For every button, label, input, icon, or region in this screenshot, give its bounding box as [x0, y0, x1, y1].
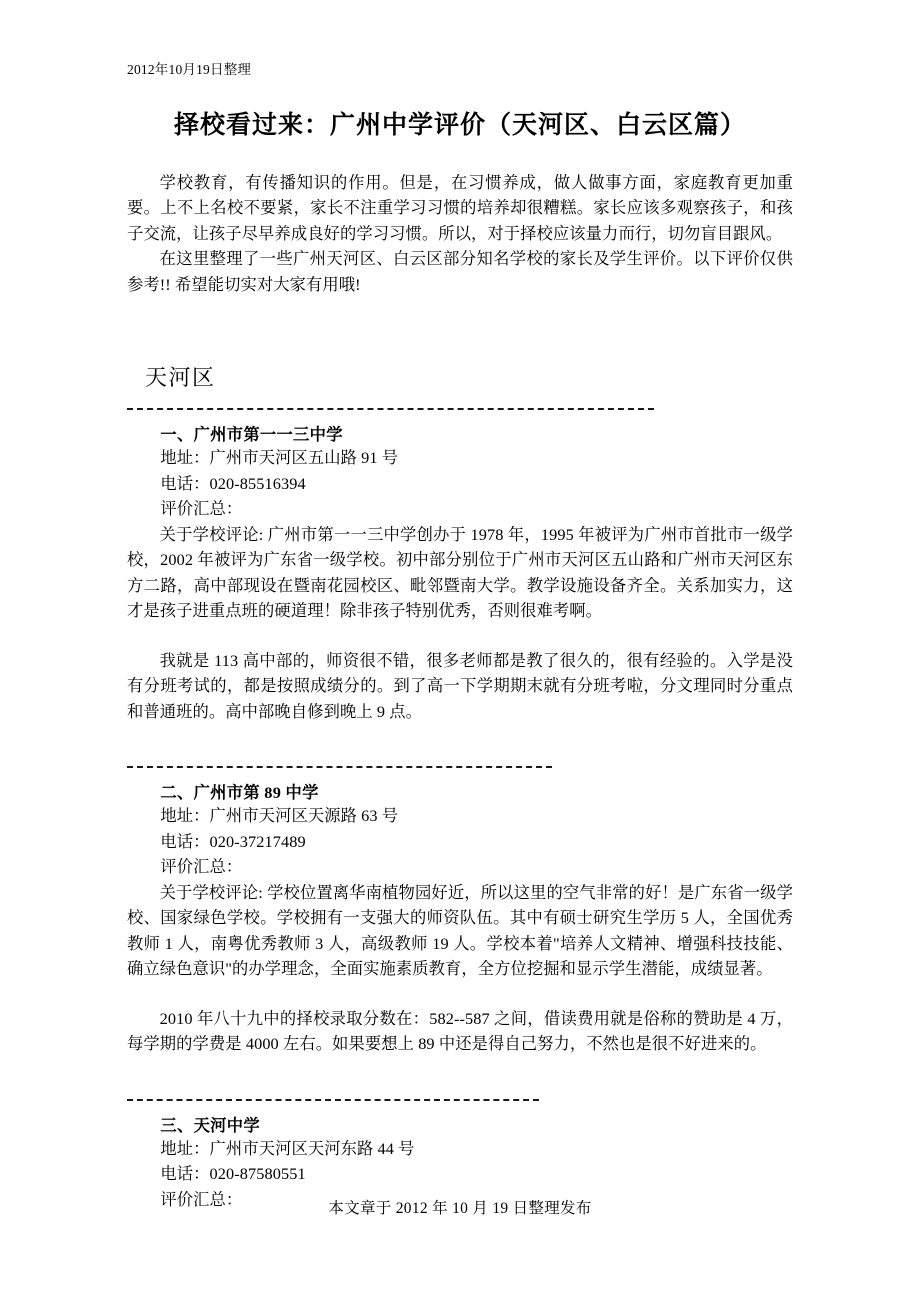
- school-review: 我就是 113 高中部的，师资很不错，很多老师都是教了很久的，很有经验的。入学是没有分班考试的，都是按照成绩分的。到了高一下学期期末就有分班考啦，分文理同时分重点和普通班的。高中部晚自修到晚上 9 点。: [127, 650, 793, 721]
- section-separator: [127, 766, 552, 768]
- school-address: 地址：广州市天河区五山路 91 号: [160, 448, 399, 468]
- page-title: 择校看过来：广州中学评价（天河区、白云区篇）: [173, 112, 746, 140]
- school-phone: 电话：020-37217489: [160, 831, 306, 851]
- school-phone: 电话：020-85516394: [160, 473, 306, 493]
- school-summary-label: 评价汇总：: [160, 1189, 243, 1209]
- district-heading: 天河区: [145, 365, 216, 391]
- intro-section: [127, 170, 793, 298]
- school-summary-label: 评价汇总：: [160, 499, 243, 519]
- school-name: 三、天河中学: [160, 1115, 260, 1135]
- school-review: 关于学校评论: 广州市第一一三中学创办于 1978 年，1995 年被评为广州市首批市一级学校，2002 年被评为广东省一级学校。初中部分别位于广州市天河区五山路和广州市天河区东方二路，高中部现设在暨南花园校区、毗邻暨南大学。教学设施设备齐全。关系加实力，这才是孩子进重点班的硬道理！除非孩子特别优秀，否则很难考啊。: [127, 524, 793, 621]
- school-address: 地址：广州市天河区天源路 63 号: [160, 806, 399, 826]
- separator-wrap-1: [127, 392, 793, 410]
- page-footer: 本文章于 2012 年 10 月 19 日整理发布: [328, 1200, 592, 1217]
- school-block: [127, 410, 793, 724]
- school-address: 地址：广州市天河区天河东路 44 号: [160, 1138, 415, 1158]
- separator-wrap-2: [127, 750, 793, 768]
- school-summary-label: 评价汇总：: [160, 857, 243, 877]
- school-name: 一、广州市第一一三中学: [160, 425, 343, 445]
- section-separator: [127, 1099, 539, 1101]
- school-review: 2010 年八十九中的择校录取分数在：582--587 之间，借读费用就是俗称的赞助是 4 万，每学期的学费是 4000 左右。如果要想上 89 中还是得自己努力，不然也是很不好进来的。: [127, 1008, 793, 1054]
- school-phone: 电话：020-87580551: [160, 1164, 306, 1184]
- separator-wrap-3: [127, 1083, 793, 1101]
- intro-paragraph-1: 学校教育，有传播知识的作用。但是，在习惯养成，做人做事方面，家庭教育更加重要。上不上名校不要紧，家长不注重学习习惯的培养却很糟糕。家长应该多观察孩子，和孩子交流，让孩子尽早养成良好的学习习惯。所以，对于择校应该量力而行，切勿盲目跟风。: [127, 172, 793, 243]
- school-review: 关于学校评论: 学校位置离华南植物园好近，所以这里的空气非常的好！是广东省一级学校、国家绿色学校。学校拥有一支强大的师资队伍。其中有硕士研究生学历 5 人，全国优秀教师 1 人，南粤优秀教师 3 人，高级教师 19 人。学校本着"培养人文精神、增强科技技能、确立绿色意识"的办学理念，全面实施素质教育，全方位挖掘和显示学生潜能，成绩显著。: [127, 882, 793, 979]
- intro-paragraph-2: 在这里整理了一些广州天河区、白云区部分知名学校的家长及学生评价。以下评价仅供参考!! 希望能切实对大家有用哦!: [127, 249, 793, 294]
- document-content: [127, 0, 793, 1212]
- school-block: [127, 768, 793, 1057]
- section-separator: [127, 408, 654, 410]
- header-date: 2012年10月19日整理: [127, 62, 252, 77]
- school-name: 二、广州市第 89 中学: [160, 783, 319, 803]
